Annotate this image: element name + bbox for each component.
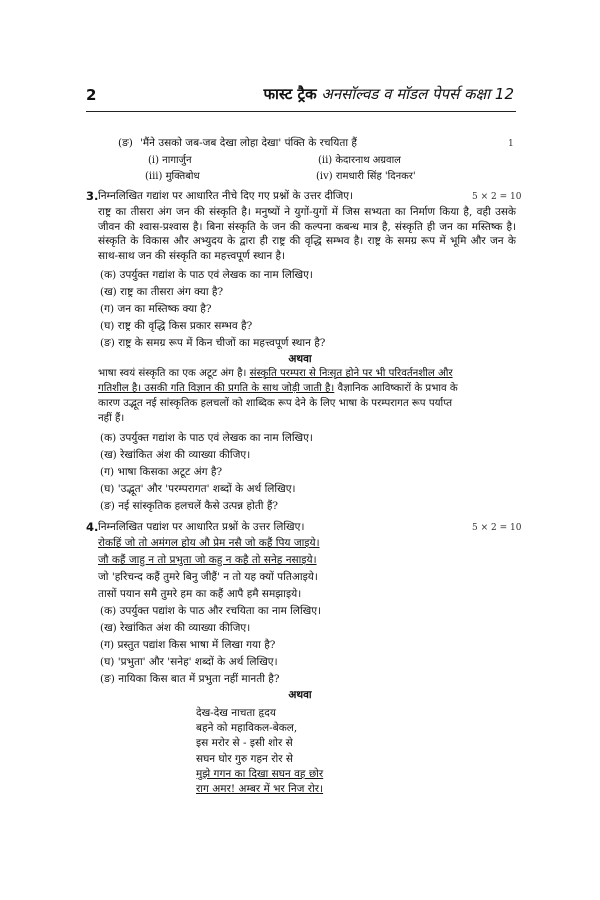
q3-passage2-line-1: भाषा स्वयं संस्कृति का एक अटूट अंग है। संस्कृति परम्परा से निःसृत होने पर भी परिवर्तनशील और [98,368,453,379]
q4-poem-line-4: तासों पयान समै तुमरे हम का कहैं आपै हमै समझाइये। [98,588,302,600]
q2e-option-1: (i) नागार्जुन [148,155,192,166]
q3-or-label: अथवा [288,353,312,365]
q2e-marks: 1 [508,139,514,149]
header-rule [86,111,516,112]
running-title [263,84,514,104]
q4-question-c: (ग) प्रस्तुत पद्यांश किस भाषा में लिखा गया है? [100,639,276,651]
q3-question2-b: (ख) रेखांकित अंश की व्याख्या कीजिए। [100,449,251,461]
q4-poem2-line-2: बहने को महाविकल-बेकल, [196,722,298,735]
q3-question-d: (घ) राष्ट्र की वृद्धि किस प्रकार सम्भव है? [100,320,253,332]
q4-poem2 [196,706,323,797]
q4-question-e: (ङ) नायिका किस बात में प्रभुता नहीं मानती है? [100,673,280,685]
running-title-bold: फास्ट ट्रैक [263,85,317,103]
q3-marks: 5 × 2 = 10 [472,192,522,202]
q3-question-b: (ख) राष्ट्र का तीसरा अंग क्या है? [100,286,224,298]
page-header [0,84,600,112]
q4-poem2-line-6: राग अमर! अम्बर में भर निज रोर। [196,783,324,796]
q3-question2-c: (ग) भाषा किसका अटूट अंग है? [100,466,223,478]
q3-question2-e: (ङ) नई सांस्कृतिक हलचलें कैसे उत्पन्न होती हैं? [100,500,279,512]
q4-poem-line-1: रोकहिं जो तो अमंगल होय औ प्रेम नसै जो कहैं पिय जाइये। [98,537,320,549]
q4-question-d: (घ) 'प्रभुता' और 'सनेह' शब्दों के अर्थ लिखिए। [100,656,278,668]
q2e-option-4: (iv) रामधारी सिंह 'दिनकर' [316,171,416,182]
q3-question-e: (ङ) राष्ट्र के समग्र रूप में किन चीजों का महत्त्वपूर्ण स्थान है? [100,337,326,349]
q2e-option-3: (iii) मुक्तिबोध [145,171,200,182]
page-number: 2 [86,86,97,104]
q3-question-c: (ग) जन का मस्तिष्क क्या है? [100,303,212,315]
q3-question2-d: (घ) 'उद्भूत' और 'परम्परागत' शब्दों के अर्थ लिखिए। [100,483,296,495]
q2e-label: (ङ) [118,137,133,149]
q4-question-a: (क) उपर्युक्त पद्यांश के पाठ और रचयिता का नाम लिखिए। [100,605,322,617]
q4-instruction: निम्नलिखित पद्यांश पर आधारित प्रश्नों के उत्तर लिखिए। [98,521,305,533]
q4-question-b: (ख) रेखांकित अंश की व्याख्या कीजिए। [100,622,251,634]
q3-passage2-line-3: कारण उद्भूत नई सांस्कृतिक हलचलों को शाब्दिक रूप देने के लिए भाषा के परम्परागत रूप पर्याप्त [98,398,453,409]
q2e-text: 'मैंने उसको जब-जब देखा लोहा देखा' पंक्ति के रचयिता हैं [140,137,357,149]
q4-or-label: अथवा [288,689,312,701]
q4-poem-line-3: जो 'हरिचन्द कहैं तुमरे बिनु जीहैं' न तो यह क्यों पतिआइये। [98,571,318,583]
q4-marks: 5 × 2 = 10 [472,523,522,533]
q4-poem2-line-3: इस मरोर से - इसी शोर से [196,737,293,750]
q3-instruction: निम्नलिखित गद्यांश पर आधारित नीचे दिए गए प्रश्नों के उत्तर दीजिए। [98,190,354,202]
q4-poem-line-2: जौ कहैं जाहु न तो प्रभुता जो कहु न कहै तो सनेह नसाइये। [98,554,317,566]
q4-number: 4. [86,520,99,534]
q3-passage2-line-4: नहीं हैं। [98,413,125,424]
q3-question2-a: (क) उपर्युक्त गद्यांश के पाठ एवं लेखक का नाम लिखिए। [100,432,313,444]
q3-number: 3. [86,189,99,203]
q3-passage: राष्ट्र का तीसरा अंग जन की संस्कृति है। मनुष्यों ने युगों-युगों में जिस सभ्यता का निर्माण किया है, वही उसके जीवन की श्वास-प्रश्वास है। बिना संस्कृति के जन की कल्पना कबन्ध मात्र है, संस्कृति ही जन का मस्तिष्क है। संस्कृति के विकास और अभ्युदय के द्वारा ही राष्ट्र की वृद्धि सम्भव है। राष्ट्र के समग्र रूप में भूमि और जन के साथ-साथ जन की संस्कृति का महत्त्वपूर्ण स्थान है। [98,206,516,262]
running-title-italic: अनसॉल्वड व मॉडल पेपर्स कक्षा 12 [321,85,514,103]
q4-poem2-line-4: सघन घोर गुरु गहन रोर से [196,752,293,765]
q4-poem2-line-5: मुझे गगन का दिखा सघन वह छोर [196,767,324,780]
q3-question-a: (क) उपर्युक्त गद्यांश के पाठ एवं लेखक का नाम लिखिए। [100,269,313,281]
q2e-option-2: (ii) केदारनाथ अग्रवाल [318,155,401,166]
q3-passage2-line-2: गतिशील है। उसकी गति विज्ञान की प्रगति के साथ जोड़ी जाती है। वैज्ञानिक आविष्कारों के प्रभाव के [98,383,458,394]
q4-poem2-line-1: देख-देख नाचता हृदय [196,707,276,719]
